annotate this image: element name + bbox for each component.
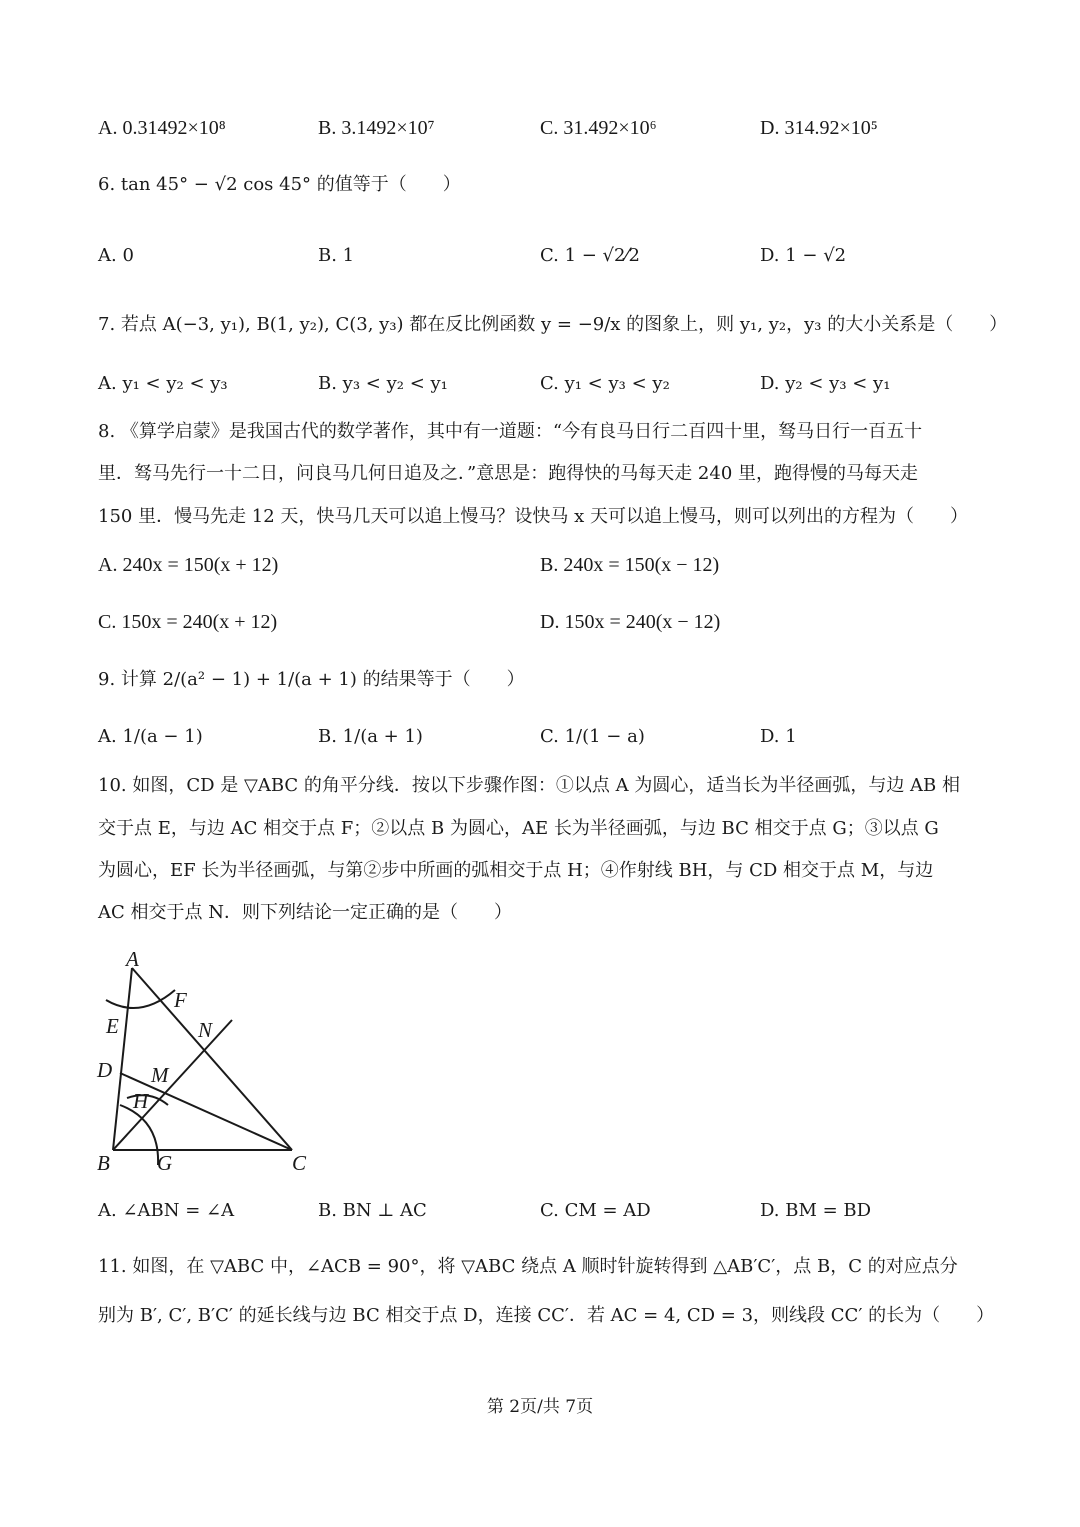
q9-option-d: D. 1 (760, 726, 797, 747)
ray-bh (113, 1020, 232, 1150)
q10-option-c: C. CM = AD (540, 1200, 651, 1221)
q10-line-3: 为圆心，EF 长为半径画弧，与第②步中所画的弧相交于点 H；④作射线 BH，与 CD 相交于点 M，与边 (98, 860, 934, 881)
label-m: M (151, 1063, 169, 1087)
label-f: F (174, 988, 187, 1012)
q5-option-a: A. 0.31492×10⁸ (98, 117, 226, 139)
q8-line-1: 8. 《算学启蒙》是我国古代的数学著作，其中有一道题：“今有良马日行二百四十里，驽马日行一百五十 (98, 421, 923, 442)
q11-line-1: 11. 如图，在 ▽ABC 中，∠ACB = 90°，将 ▽ABC 绕点 A 顺时针旋转得到 △AB′C′，点 B，C 的对应点分 (98, 1256, 958, 1277)
q5-option-b: B. 3.1492×10⁷ (318, 117, 435, 139)
q10-line-1: 10. 如图，CD 是 ▽ABC 的角平分线．按以下步骤作图：①以点 A 为圆心，适当长为半径画弧，与边 AB 相 (98, 775, 961, 796)
page-footer: 第 2页/共 7页 (486, 1397, 594, 1417)
q7-option-b: B. y₃ < y₂ < y₁ (318, 373, 448, 394)
label-h: H (133, 1089, 149, 1113)
q9-stem: 9. 计算 2/(a² − 1) + 1/(a + 1) 的结果等于（ ） (98, 669, 525, 690)
label-g: G (157, 1151, 173, 1175)
side-ac (132, 968, 292, 1150)
q6-option-d: D. 1 − √2 (760, 245, 847, 266)
q9-option-c: C. 1/(1 − a) (540, 726, 645, 747)
q9-option-b: B. 1/(a + 1) (318, 726, 423, 747)
label-n: N (198, 1018, 213, 1042)
q8-line-2: 里．驽马先行一十二日，问良马几何日追及之．”意思是：跑得快的马每天走 240 里，跑得慢的马每天走 (98, 463, 918, 484)
q10-line-2: 交于点 E，与边 AC 相交于点 F；②以点 B 为圆心，AE 长为半径画弧，与边 BC 相交于点 G；③以点 G (98, 818, 939, 839)
q7-stem: 7. 若点 A(−3, y₁), B(1, y₂), C(3, y₃) 都在反比例函数 y = −9/x 的图象上，则 y₁, y₂，y₃ 的大小关系是（ ） (98, 314, 1008, 335)
q5-option-d: D. 314.92×10⁵ (760, 117, 878, 139)
label-a: A (126, 947, 139, 971)
q6-option-b: B. 1 (318, 245, 355, 266)
q8-option-d: D. 150x = 240(x − 12) (540, 611, 721, 633)
q10-triangle-figure (0, 0, 400, 1200)
q7-option-d: D. y₂ < y₃ < y₁ (760, 373, 891, 394)
q8-line-3: 150 里．慢马先走 12 天，快马几天可以追上慢马？设快马 x 天可以追上慢马，则可以列出的方程为（ ） (98, 506, 969, 527)
label-d: D (97, 1058, 113, 1082)
q5-option-c: C. 31.492×10⁶ (540, 117, 657, 139)
q6-stem: 6. tan 45° − √2 cos 45° 的值等于（ ） (98, 174, 461, 195)
side-ab (113, 968, 132, 1150)
q8-option-a: A. 240x = 150(x + 12) (98, 554, 279, 576)
q10-option-b: B. BN ⊥ AC (318, 1200, 427, 1221)
q7-option-a: A. y₁ < y₂ < y₃ (98, 373, 228, 394)
q8-option-c: C. 150x = 240(x + 12) (98, 611, 278, 633)
q8-option-b: B. 240x = 150(x − 12) (540, 554, 720, 576)
q9-option-a: A. 1/(a − 1) (98, 726, 203, 747)
q7-option-c: C. y₁ < y₃ < y₂ (540, 373, 670, 394)
q6-option-a: A. 0 (98, 245, 134, 266)
label-b: B (97, 1151, 110, 1175)
label-c: C (292, 1151, 307, 1175)
q11-line-2: 别为 B′, C′, B′C′ 的延长线与边 BC 相交于点 D，连接 CC′．若 AC = 4, CD = 3，则线段 CC′ 的长为（ ） (98, 1305, 995, 1326)
label-e: E (106, 1014, 119, 1038)
q10-line-4: AC 相交于点 N．则下列结论一定正确的是（ ） (98, 902, 512, 923)
q10-option-d: D. BM = BD (760, 1200, 872, 1221)
q10-option-a: A. ∠ABN = ∠A (98, 1200, 235, 1221)
q6-option-c: C. 1 − √2⁄2 (540, 245, 640, 266)
